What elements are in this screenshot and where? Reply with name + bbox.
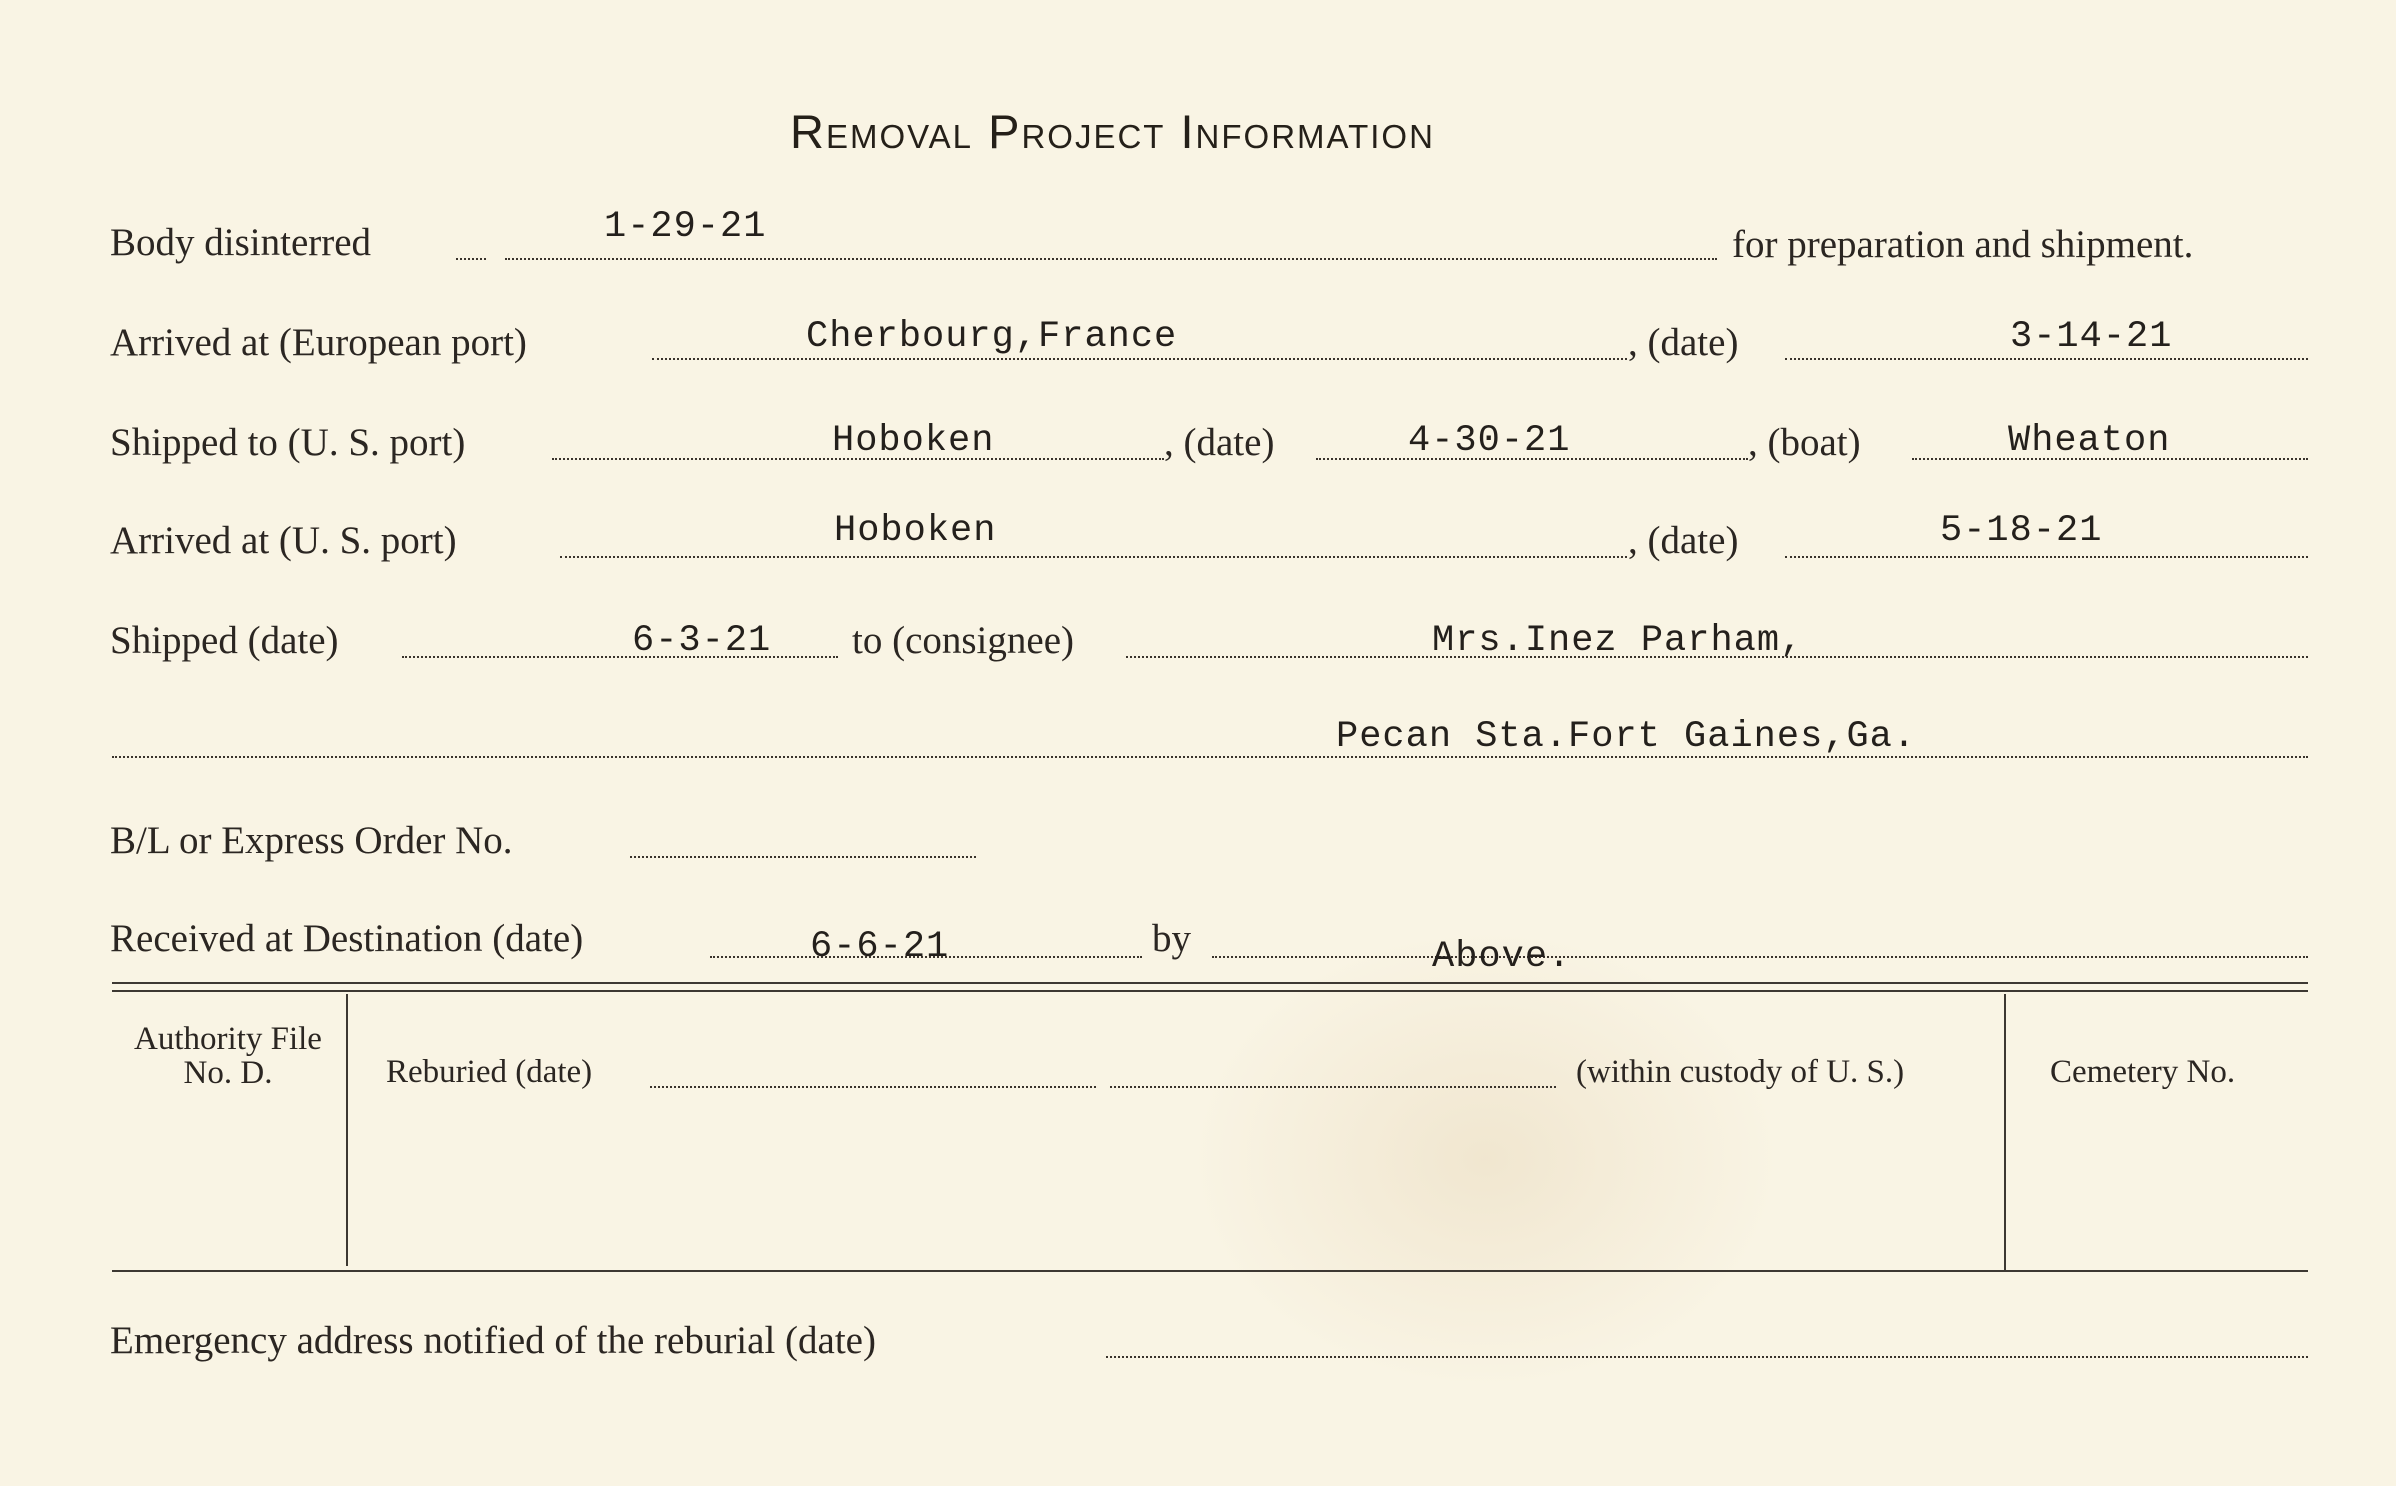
table-divider-left bbox=[346, 994, 348, 1266]
shipped-us-boat-label: , (boat) bbox=[1748, 421, 1861, 464]
card-title bbox=[790, 104, 1435, 159]
arrived-us-date-line bbox=[1785, 556, 2308, 558]
shipped-date-line bbox=[402, 656, 838, 658]
reburied-line-1 bbox=[650, 1086, 1096, 1088]
table-divider-right bbox=[2004, 994, 2006, 1270]
arrived-european-date-label: , (date) bbox=[1628, 321, 1739, 364]
disinterred-suffix: for preparation and shipment. bbox=[1732, 223, 2194, 266]
custody-label: (within custody of U. S.) bbox=[1576, 1054, 1905, 1090]
shipped-us-label: Shipped to (U. S. port) bbox=[110, 421, 466, 464]
card-title-text: Removal Project Information bbox=[790, 105, 1435, 158]
authority-label: Authority File No. D. bbox=[134, 1021, 322, 1091]
table-top-rule-2 bbox=[112, 990, 2308, 992]
disinterred-line-short bbox=[456, 258, 486, 260]
shipped-date: 6-3-21 bbox=[632, 620, 772, 662]
received-by-label: by bbox=[1152, 917, 1191, 960]
arrived-european-date: 3-14-21 bbox=[2010, 316, 2173, 358]
arrived-european-date-line bbox=[1785, 358, 2308, 360]
arrived-us-label: Arrived at (U. S. port) bbox=[110, 519, 457, 562]
table-bottom-rule bbox=[112, 1270, 2308, 1272]
consignee-address: Pecan Sta.Fort Gaines,Ga. bbox=[1336, 716, 1917, 758]
arrived-us-port: Hoboken bbox=[834, 510, 997, 552]
received-by-line bbox=[1212, 956, 2308, 958]
shipped-us-port: Hoboken bbox=[832, 420, 995, 462]
shipped-date-label: Shipped (date) bbox=[110, 619, 339, 662]
consignee-name: Mrs.Inez Parham, bbox=[1432, 620, 1804, 662]
emergency-line bbox=[1106, 1356, 2308, 1358]
reburied-label: Reburied (date) bbox=[386, 1054, 593, 1090]
reburied-line-2 bbox=[1110, 1086, 1556, 1088]
arrived-us-date: 5-18-21 bbox=[1940, 510, 2103, 552]
arrived-european-port: Cherbourg,France bbox=[806, 316, 1178, 358]
arrived-us-date-label: , (date) bbox=[1628, 519, 1739, 562]
arrived-european-label: Arrived at (European port) bbox=[110, 321, 527, 364]
consignee-label: to (consignee) bbox=[852, 619, 1075, 662]
bl-order-label: B/L or Express Order No. bbox=[110, 819, 513, 862]
table-top-rule-1 bbox=[112, 982, 2308, 984]
disinterred-value: 1-29-21 bbox=[604, 206, 767, 248]
shipped-us-date-label: , (date) bbox=[1164, 421, 1275, 464]
cemetery-label: Cemetery No. bbox=[2050, 1054, 2236, 1090]
arrived-us-line bbox=[560, 556, 1627, 558]
disinterred-line bbox=[505, 258, 1717, 260]
emergency-label: Emergency address notified of the reburial (date) bbox=[110, 1319, 876, 1362]
shipped-us-boat: Wheaton bbox=[2008, 420, 2171, 462]
received-label: Received at Destination (date) bbox=[110, 917, 584, 960]
arrived-european-line bbox=[652, 358, 1627, 360]
disinterred-label: Body disinterred bbox=[110, 221, 372, 264]
received-by: Above. bbox=[1432, 936, 1572, 978]
shipped-us-date: 4-30-21 bbox=[1408, 420, 1571, 462]
received-date: 6-6-21 bbox=[810, 926, 950, 968]
bl-order-line bbox=[630, 856, 976, 858]
address-line bbox=[112, 756, 2308, 758]
